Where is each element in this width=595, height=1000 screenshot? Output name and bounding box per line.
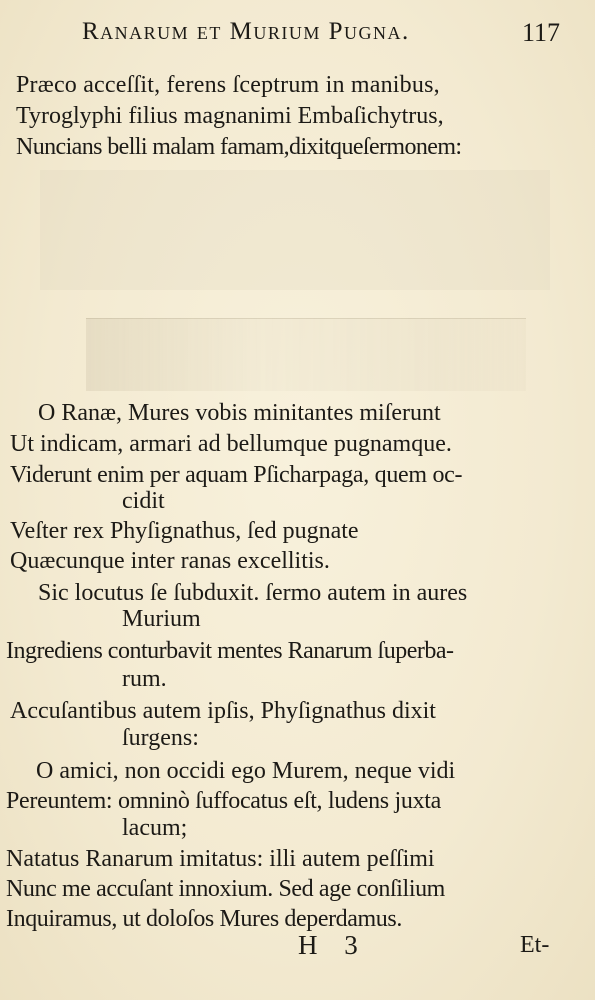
text-line: Veſter rex Phyſignathus, ſed pugnate: [10, 518, 359, 544]
text-line: O amici, non occidi ego Murem, neque vidi: [36, 758, 456, 784]
text-line: Nuncians belli malam famam,dixitqueſermonem:: [16, 134, 462, 160]
text-line: rum.: [122, 666, 167, 692]
signature-mark: H 3: [298, 930, 368, 960]
text-line: ſurgens:: [122, 725, 199, 751]
catchword: Et-: [520, 932, 550, 958]
page-number: 117: [522, 18, 561, 47]
text-line: Ut indicam, armari ad bellumque pugnamque.: [10, 431, 452, 457]
text-line: lacum;: [122, 815, 188, 841]
text-line: Viderunt enim per aquam Pſicharpaga, quem oc-: [10, 462, 463, 488]
running-title: Ranarum et Murium Pugna.: [82, 18, 410, 45]
show-through-shadow: [40, 170, 550, 290]
text-line: cidit: [122, 488, 165, 514]
text-line: Tyroglyphi filius magnanimi Embaſichytrus,: [16, 103, 444, 129]
text-line: O Ranæ, Mures vobis minitantes miſerunt: [38, 400, 441, 426]
text-line: Sic locutus ſe ſubduxit. ſermo autem in aures: [38, 580, 468, 606]
text-line: Accuſantibus autem ipſis, Phyſignathus dixit: [10, 698, 436, 724]
text-line: Ingrediens conturbavit mentes Ranarum ſuperba-: [6, 638, 454, 664]
text-line: Murium: [122, 606, 201, 632]
text-line: Inquiramus, ut doloſos Mures deperdamus.: [6, 906, 402, 932]
text-line: Quæcunque inter ranas excellitis.: [10, 548, 330, 574]
text-line: Præco acceſſit, ferens ſceptrum in manibus,: [16, 72, 440, 98]
text-line: Natatus Ranarum imitatus: illi autem peſſimi: [6, 846, 435, 872]
show-through-illustration: [86, 318, 526, 391]
text-line: Pereuntem: omninò ſuffocatus eſt, ludens juxta: [6, 788, 442, 814]
text-line: Nunc me accuſant innoxium. Sed age conſilium: [6, 876, 445, 902]
